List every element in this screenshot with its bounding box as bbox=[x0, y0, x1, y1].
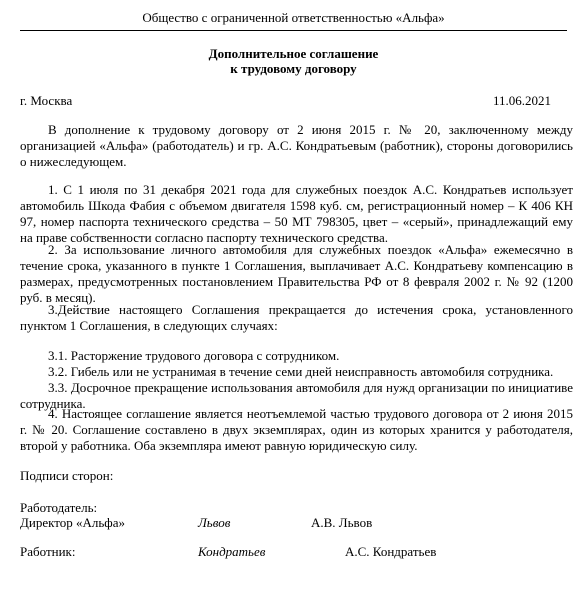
employee-label: Работник: bbox=[20, 544, 76, 559]
header-divider bbox=[20, 30, 567, 31]
signatures-heading: Подписи сторон: bbox=[20, 468, 114, 483]
clause-3-1: 3.1. Расторжение трудового договора с сотрудником. bbox=[48, 348, 340, 363]
document-date: 11.06.2021 bbox=[492, 93, 551, 108]
director-label: Директор «Альфа» bbox=[20, 515, 125, 530]
intro-paragraph: В дополнение к трудовому договору от 2 июня 2015 г. № 20, заключенному между организацией «Альфа» (работодатель) и гр. А.С. Кондратьевым (работник), стороны договорились о нижеследующем. bbox=[20, 122, 573, 169]
document-title bbox=[20, 46, 567, 76]
employee-name: А.С. Кондратьев bbox=[345, 544, 437, 559]
company-header: Общество с ограниченной ответственностью «Альфа» bbox=[142, 10, 445, 25]
title-line-1: Дополнительное соглашение bbox=[208, 46, 379, 61]
clause-4: 4. Настоящее соглашение является неотъемлемой частью трудового договора от 2 июня 2015 г. № 20. Соглашение составлено в двух экземплярах, один из которых хранится у работодателя, второй у работника. Оба экземпляра имеют равную юридическую силу. bbox=[20, 406, 573, 453]
director-signature: Львов bbox=[198, 515, 231, 530]
title-line-2: к трудовому договору bbox=[230, 61, 357, 76]
director-name: А.В. Львов bbox=[311, 515, 373, 530]
clause-3-3: 3.3. Досрочное прекращение использования автомобиля для нужд организации по инициативе сотрудника. bbox=[20, 380, 573, 411]
employer-label: Работодатель: bbox=[20, 500, 98, 515]
clause-1: 1. С 1 июля по 31 декабря 2021 года для служебных поездок А.С. Кондратьев использует автомобиль Шкода Фабия с объемом двигателя 1598 куб. см, регистрационный номер – К 406 КН 97, номер паспорта технического средства – 50 МТ 798305, цвет – «серый», принадлежащий ему на праве собственности согласно паспорту технического средства. bbox=[20, 182, 573, 245]
clause-3-2: 3.2. Гибель или не устранимая в течение семи дней неисправность автомобиля сотрудника. bbox=[48, 364, 554, 379]
place: г. Москва bbox=[20, 93, 73, 108]
clause-3: 3.Действие настоящего Соглашения прекращается до истечения срока, установленного пунктом 1 Соглашения, в следующих случаях: bbox=[20, 302, 573, 333]
employee-signature: Кондратьев bbox=[198, 544, 266, 559]
clause-2: 2. За использование личного автомобиля для служебных поездок «Альфа» ежемесячно в течение срока, указанного в пункте 1 Соглашения, выплачивает А.С. Кондратьеву компенсацию в размерах, предусмотренных постановлением Правительства РФ от 8 февраля 2002 г. № 92 (1200 руб. в месяц). bbox=[20, 242, 573, 305]
